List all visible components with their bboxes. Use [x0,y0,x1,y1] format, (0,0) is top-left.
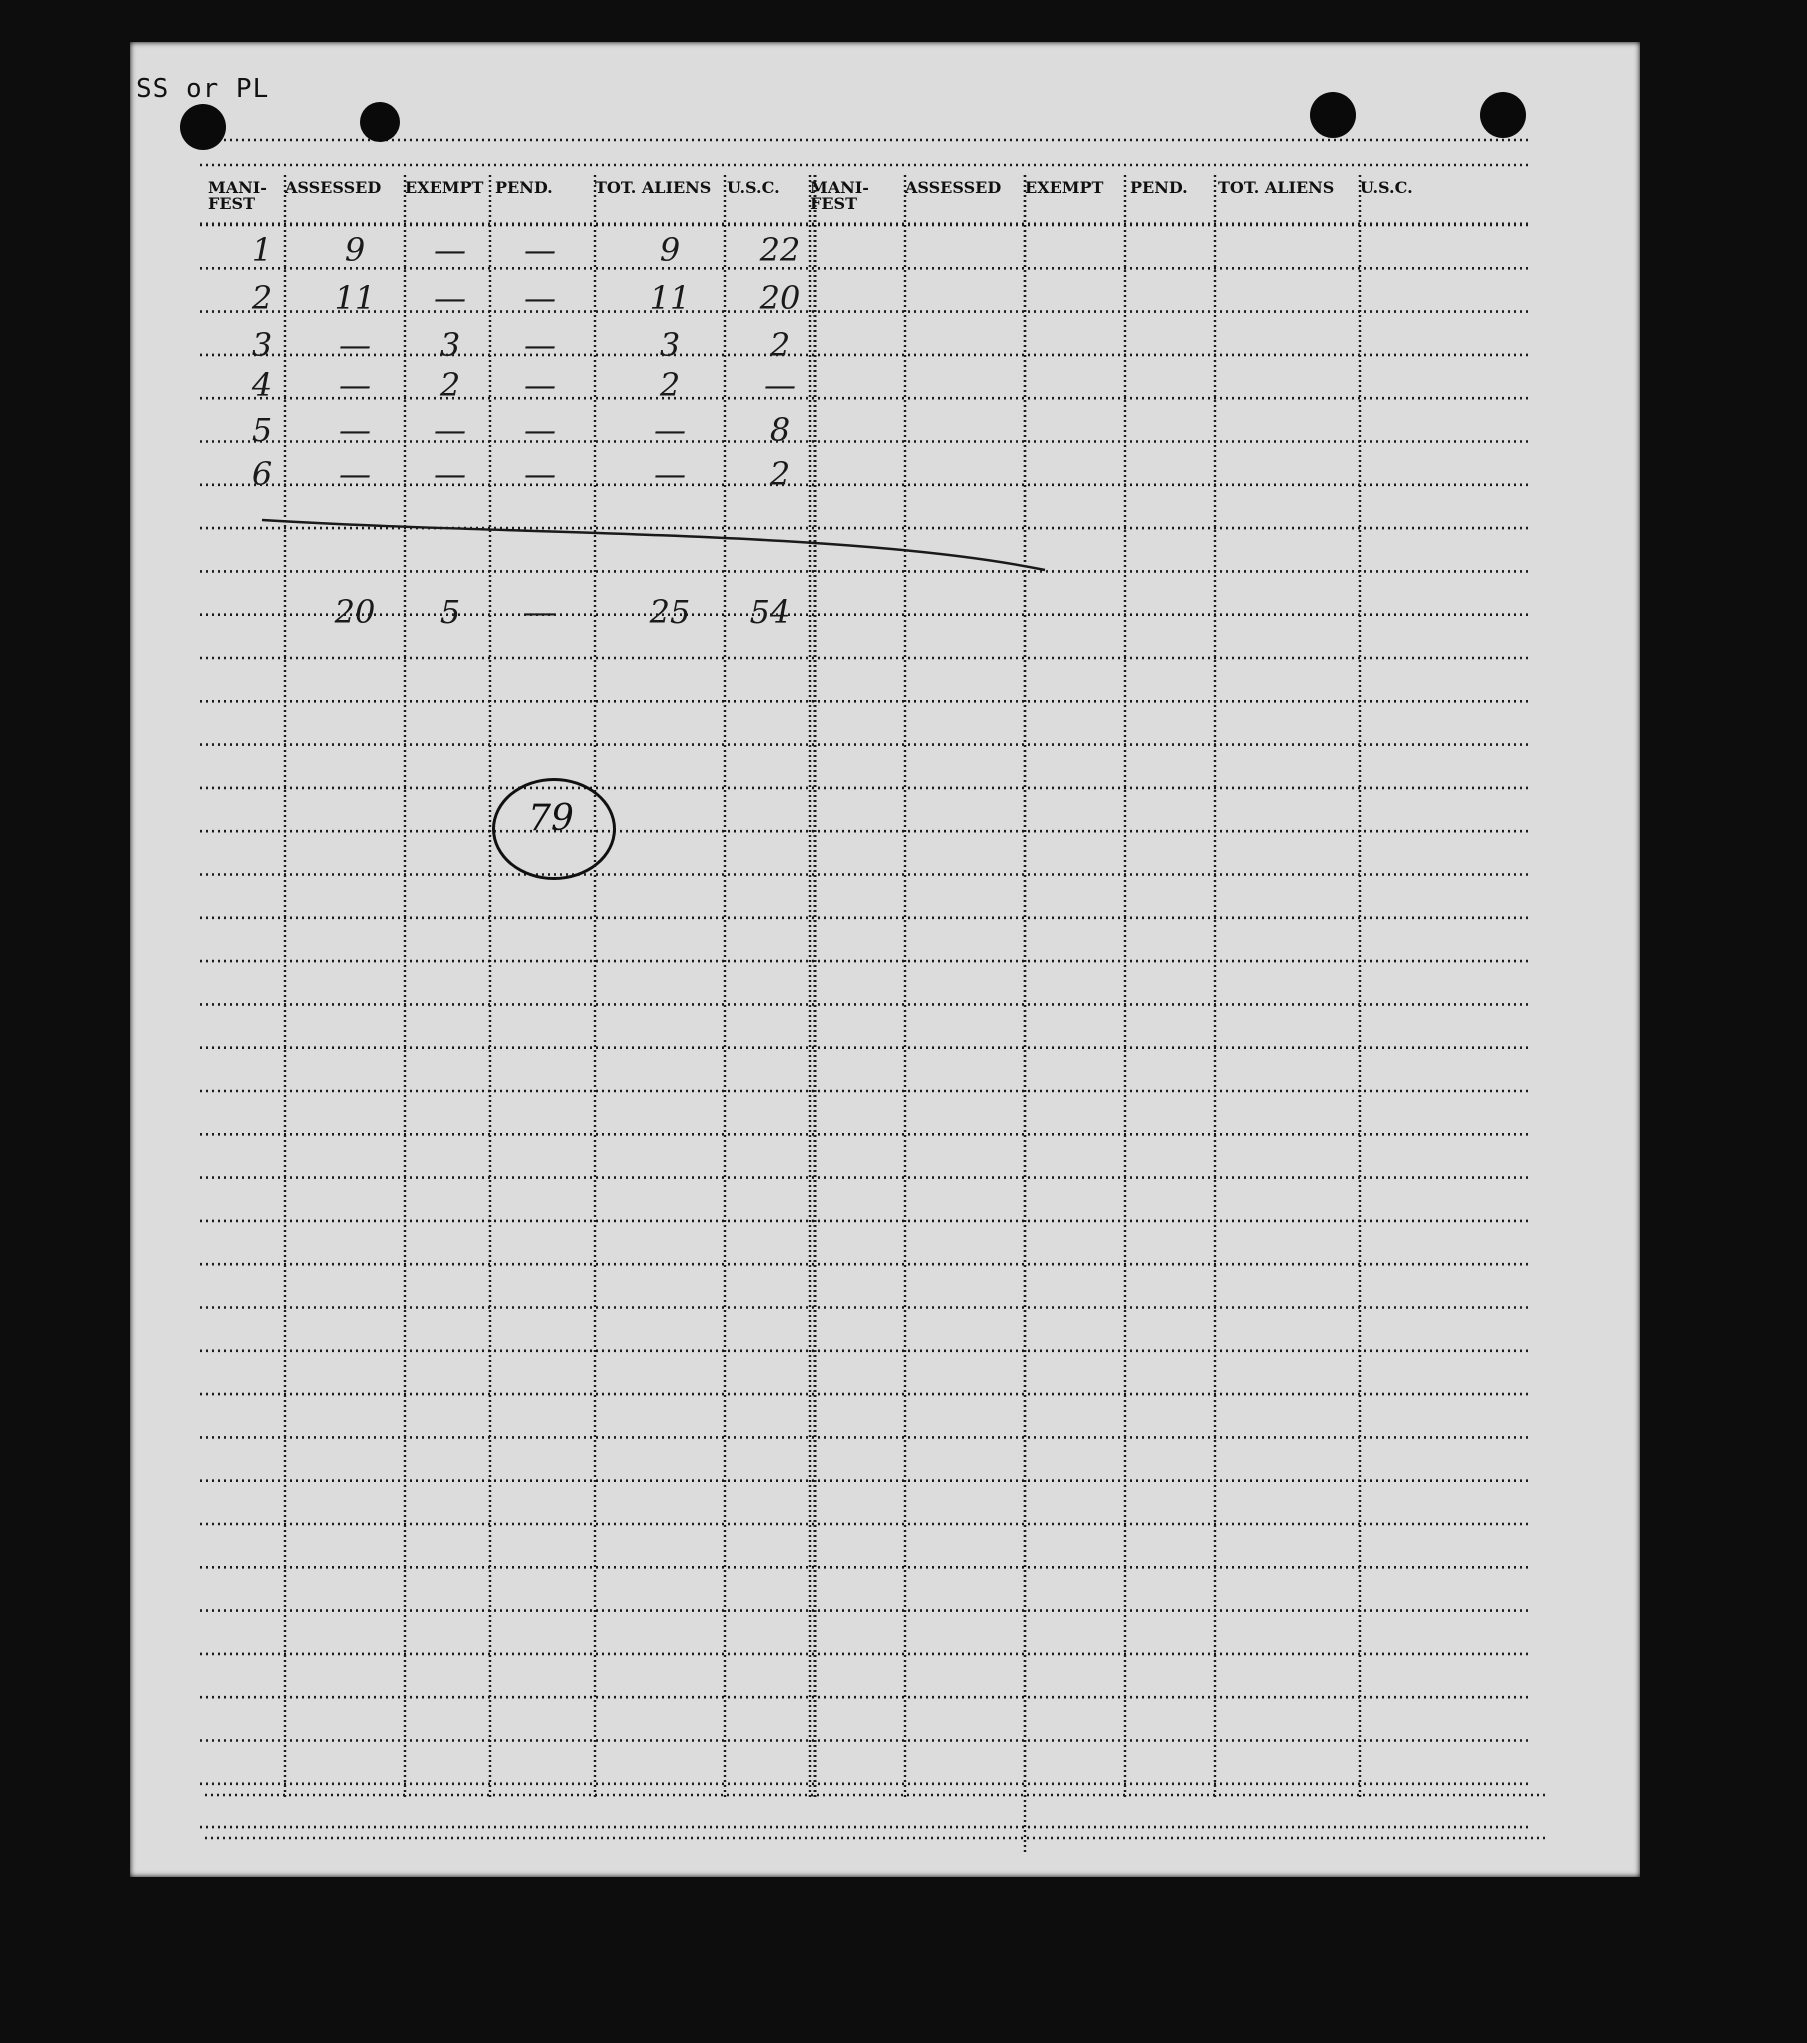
cell-exempt: — [434,411,466,449]
punch-hole-left [180,104,226,150]
cell-exempt: — [434,231,466,269]
cell-exempt: — [434,279,466,317]
cell-manifest: 2 [251,279,273,317]
cell-assessed: — [339,455,371,493]
ss-or-pl-label: SS or PL [136,74,270,104]
cell-exempt: 3 [439,326,461,364]
cell-tot-aliens: — [654,411,686,449]
column-header-left: MANI- FEST [208,178,267,213]
cell-manifest: 6 [251,455,273,493]
punch-hole-right [1310,92,1356,138]
cell-usc: 8 [769,411,791,449]
cell-exempt: — [434,455,466,493]
cell-pend: — [524,279,556,317]
cell-usc: 2 [769,326,791,364]
cell-usc: 2 [769,455,791,493]
column-header-left: U.S.C. [727,178,780,197]
punch-hole-left-2 [360,102,400,142]
cell-pend: — [524,455,556,493]
cell-pend: — [524,366,556,404]
cell-assessed: 11 [334,279,376,317]
total-assessed: 20 [334,593,376,631]
cell-pend: — [524,231,556,269]
cell-manifest: 4 [251,366,273,404]
cell-usc: — [764,366,796,404]
form-grid [130,42,1640,1877]
cell-pend: — [524,411,556,449]
total-pend: — [524,593,556,631]
cell-assessed: — [339,326,371,364]
total-tot-aliens: 25 [649,593,691,631]
cell-manifest: 1 [251,231,273,269]
cell-assessed: 9 [344,231,366,269]
cell-tot-aliens: 3 [659,326,681,364]
cell-assessed: — [339,411,371,449]
cell-manifest: 3 [251,326,273,364]
cell-exempt: 2 [439,366,461,404]
total-usc: 54 [749,593,791,631]
cell-usc: 20 [759,279,801,317]
cell-manifest: 5 [251,411,273,449]
column-header-left: ASSESSED [285,178,382,197]
cell-pend: — [524,326,556,364]
cell-tot-aliens: 2 [659,366,681,404]
form-sheet [130,42,1640,1877]
cell-tot-aliens: 9 [659,231,681,269]
total-exempt: 5 [439,593,461,631]
column-header-right: ASSESSED [905,178,1002,197]
cell-tot-aliens: 11 [649,279,691,317]
cell-usc: 22 [759,231,801,269]
column-header-right: TOT. ALIENS [1218,178,1335,197]
column-header-left: EXEMPT [405,178,484,197]
column-header-right: U.S.C. [1360,178,1413,197]
punch-hole-right-2 [1480,92,1526,138]
column-header-right: MANI- FEST [810,178,869,213]
column-header-left: PEND. [495,178,553,197]
column-header-left: TOT. ALIENS [595,178,712,197]
column-header-right: EXEMPT [1025,178,1104,197]
cell-tot-aliens: — [654,455,686,493]
circled-total: 79 [528,798,574,839]
column-header-right: PEND. [1130,178,1188,197]
cell-assessed: — [339,366,371,404]
